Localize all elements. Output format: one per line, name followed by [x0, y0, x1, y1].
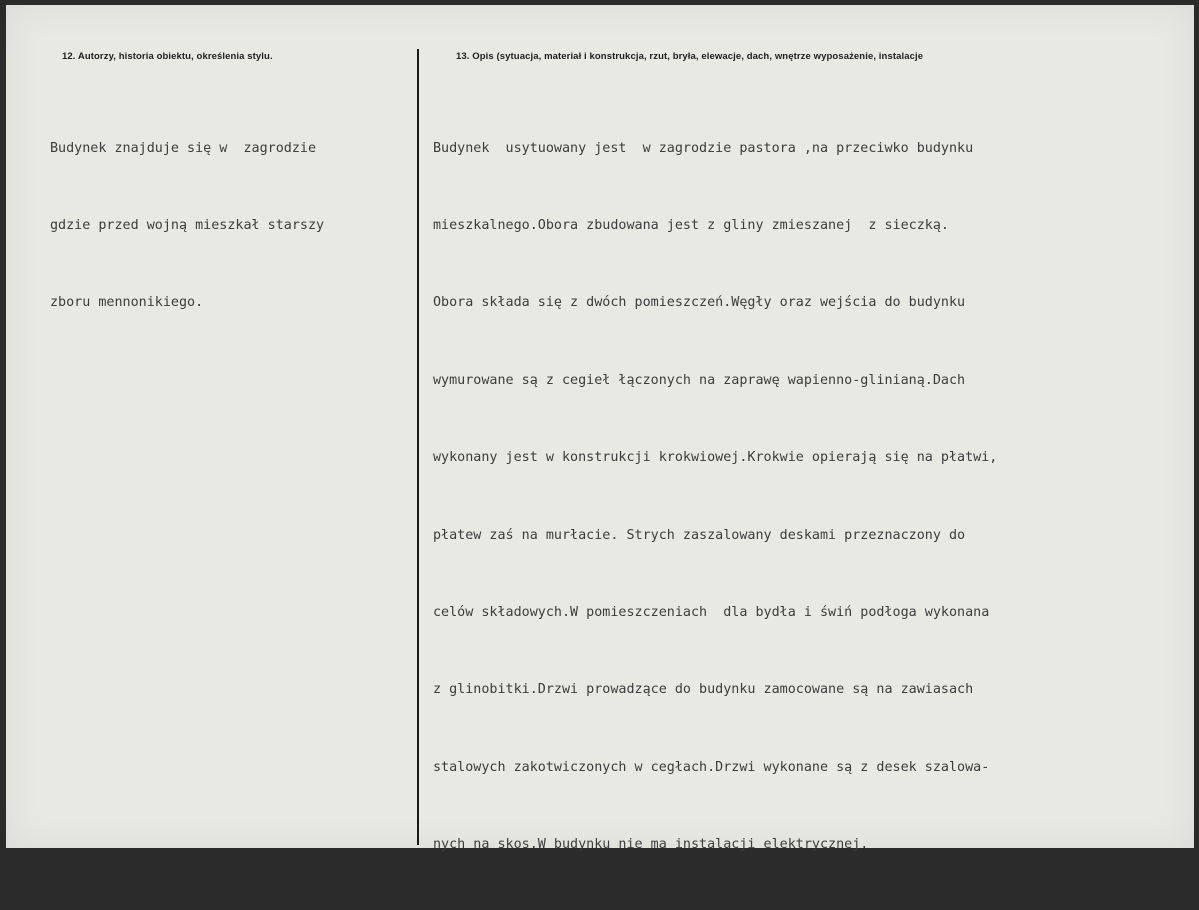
- typed-line: z glinobitki.Drzwi prowadzące do budynku zamocowane są na zawiasach: [433, 682, 974, 698]
- typed-line: nych na skos.W budynku nie ma instalacji elektrycznej.: [433, 837, 869, 853]
- section-13-typed-text: [433, 84, 997, 910]
- typed-line: celów składowych.W pomieszczeniach dla bydła i świń podłoga wykonana: [433, 604, 990, 620]
- typed-line: Budynek znajduje się w zagrodzie: [50, 140, 317, 156]
- section-12-typed-text: [50, 84, 324, 368]
- typed-line: gdzie przed wojną mieszkał starszy: [50, 217, 325, 233]
- typed-line: Budynek usytuowany jest w zagrodzie pastora ,na przeciwko budynku: [433, 140, 974, 156]
- section-13-heading: 13. Opis (sytuacja, materiał i konstrukcja, rzut, bryła, elewacje, dach, wnętrze wyposażenie, instalacje: [456, 51, 924, 62]
- typed-line: wykonany jest w konstrukcji krokwiowej.Krokwie opierają się na płatwi,: [433, 450, 998, 466]
- typed-line: wymurowane są z cegieł łączonych na zaprawę wapienno-glinianą.Dach: [433, 372, 966, 388]
- typed-line: Obora składa się z dwóch pomieszczeń.Węgły oraz wejścia do budynku: [433, 295, 966, 311]
- typed-line: stalowych zakotwiczonych w cegłach.Drzwi wykonane są z desek szalowa-: [433, 759, 990, 775]
- form-sheet: [6, 5, 1194, 853]
- typed-line: mieszkalnego.Obora zbudowana jest z gliny zmieszanej z sieczką.: [433, 217, 949, 233]
- section-12-heading: 12. Autorzy, historia obiektu, określenia stylu.: [62, 51, 273, 62]
- typed-line: zboru mennonikiego.: [50, 295, 204, 311]
- typed-line: płatew zaś na murłacie. Strych zaszalowany deskami przeznaczony do: [433, 527, 966, 543]
- column-divider: [417, 49, 419, 845]
